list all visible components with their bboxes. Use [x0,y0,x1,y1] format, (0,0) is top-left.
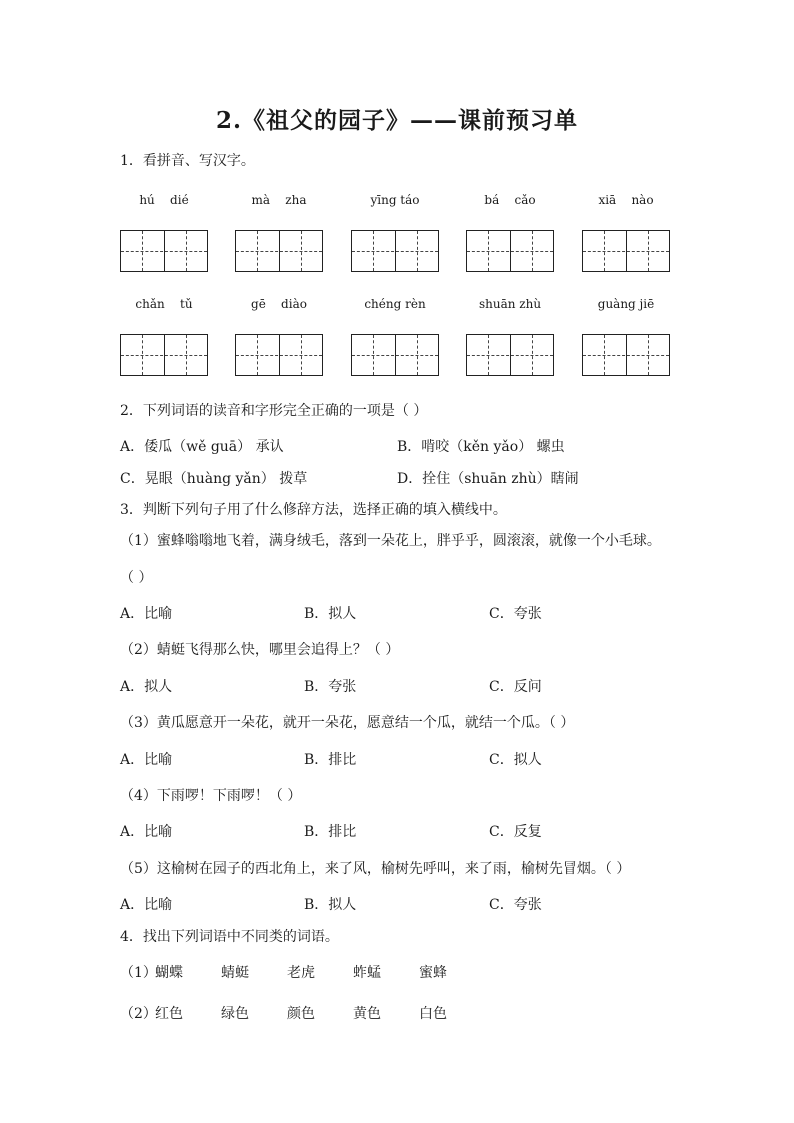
q3-item-1-option-c[interactable]: C．夸张 [489,606,542,622]
q4-row-1-word[interactable]: 蜻蜓 [221,965,249,981]
q4-row-2-word[interactable]: 绿色 [221,1006,249,1022]
q3-item-5-text: （5）这榆树在园子的西北角上，来了风，榆树先呼叫，来了雨，榆树先冒烟。（ ） [120,861,631,877]
writing-box-row-2 [0,334,794,376]
writing-box[interactable] [582,334,670,376]
question-3-prompt: 3．判断下列句子用了什么修辞方法，选择正确的填入横线中。 [120,502,507,518]
q3-item-1-text: （1）蜜蜂嗡嗡地飞着，满身绒毛，落到一朵花上，胖乎乎，圆滚滚，就像一个小毛球。 [120,533,661,549]
writing-box[interactable] [351,334,439,376]
pinyin-row-2 [0,297,794,317]
q4-row-1-word[interactable]: 蚱蜢 [353,965,381,981]
pinyin-label: chǎn tǔ [135,297,193,311]
q3-item-5-option-b[interactable]: B．拟人 [304,897,357,913]
q2-option-b[interactable]: B．啃咬（kěn yǎo） 螺虫 [397,439,565,455]
pinyin-row-1 [0,193,794,213]
writing-box[interactable] [466,230,554,272]
q2-option-a[interactable]: A．倭瓜（wě guā） 承认 [120,439,284,455]
question-2-prompt: 2．下列词语的读音和字形完全正确的一项是（ ） [120,403,428,419]
q3-item-3-option-b[interactable]: B．排比 [304,752,357,768]
q2-option-c[interactable]: C．晃眼（huàng yǎn） 拨草 [120,471,308,487]
q4-row-2-number: （2） [120,1006,157,1022]
q3-item-4-option-b[interactable]: B．排比 [304,824,357,840]
q3-item-4-option-a[interactable]: A．比喻 [120,824,173,840]
q3-item-2-option-b[interactable]: B．夸张 [304,679,357,695]
pinyin-label: yīng táo [370,193,420,207]
q4-row-1-word[interactable]: 蝴蝶 [155,965,183,981]
q3-item-5-option-a[interactable]: A．比喻 [120,897,173,913]
writing-box[interactable] [235,334,323,376]
q3-item-2-option-c[interactable]: C．反问 [489,679,542,695]
q2-option-d[interactable]: D．拴住（shuān zhù）瞎闹 [397,471,579,487]
q3-item-4-option-c[interactable]: C．反复 [489,824,542,840]
q4-row-1-word[interactable]: 蜜蜂 [419,965,447,981]
question-4-prompt: 4．找出下列词语中不同类的词语。 [120,929,339,945]
q3-item-4-text: （4）下雨啰！下雨啰！（ ） [120,788,302,804]
q3-item-3-text: （3）黄瓜愿意开一朵花，就开一朵花，愿意结一个瓜，就结一个瓜。（ ） [120,715,575,731]
writing-box[interactable] [582,230,670,272]
pinyin-label: mà zha [251,193,307,207]
pinyin-label: guàng jiē [597,297,655,311]
question-1-prompt: 1．看拼音、写汉字。 [120,153,255,169]
writing-box[interactable] [235,230,323,272]
q3-item-1-option-a[interactable]: A．比喻 [120,606,173,622]
writing-box[interactable] [351,230,439,272]
q3-item-1-option-b[interactable]: B．拟人 [304,606,357,622]
q3-item-5-option-c[interactable]: C．夸张 [489,897,542,913]
pinyin-label: hú dié [139,193,189,207]
q3-item-3-option-c[interactable]: C．拟人 [489,752,542,768]
writing-box[interactable] [466,334,554,376]
worksheet-title: 2.《祖父的园子》——课前预习单 [215,107,578,134]
writing-box[interactable] [120,334,208,376]
q4-row-2-word[interactable]: 颜色 [287,1006,315,1022]
q4-row-2-word[interactable]: 红色 [155,1006,183,1022]
pinyin-label: bá cǎo [484,193,536,207]
pinyin-label: shuān zhù [478,297,542,311]
pinyin-label: xiā nào [598,193,654,207]
q3-item-2-option-a[interactable]: A．拟人 [120,679,173,695]
q4-row-2-word[interactable]: 黄色 [353,1006,381,1022]
q3-item-3-option-a[interactable]: A．比喻 [120,752,173,768]
q4-row-1-word[interactable]: 老虎 [287,965,315,981]
q3-item-1-answer-paren[interactable]: （ ） [120,570,153,586]
pinyin-label: chéng rèn [364,297,426,311]
q3-item-2-text: （2）蜻蜓飞得那么快，哪里会追得上？（ ） [120,642,400,658]
q4-row-2-word[interactable]: 白色 [419,1006,447,1022]
q4-row-1-number: （1） [120,965,157,981]
pinyin-label: gē diào [251,297,307,311]
writing-box-row-1 [0,230,794,272]
writing-box[interactable] [120,230,208,272]
